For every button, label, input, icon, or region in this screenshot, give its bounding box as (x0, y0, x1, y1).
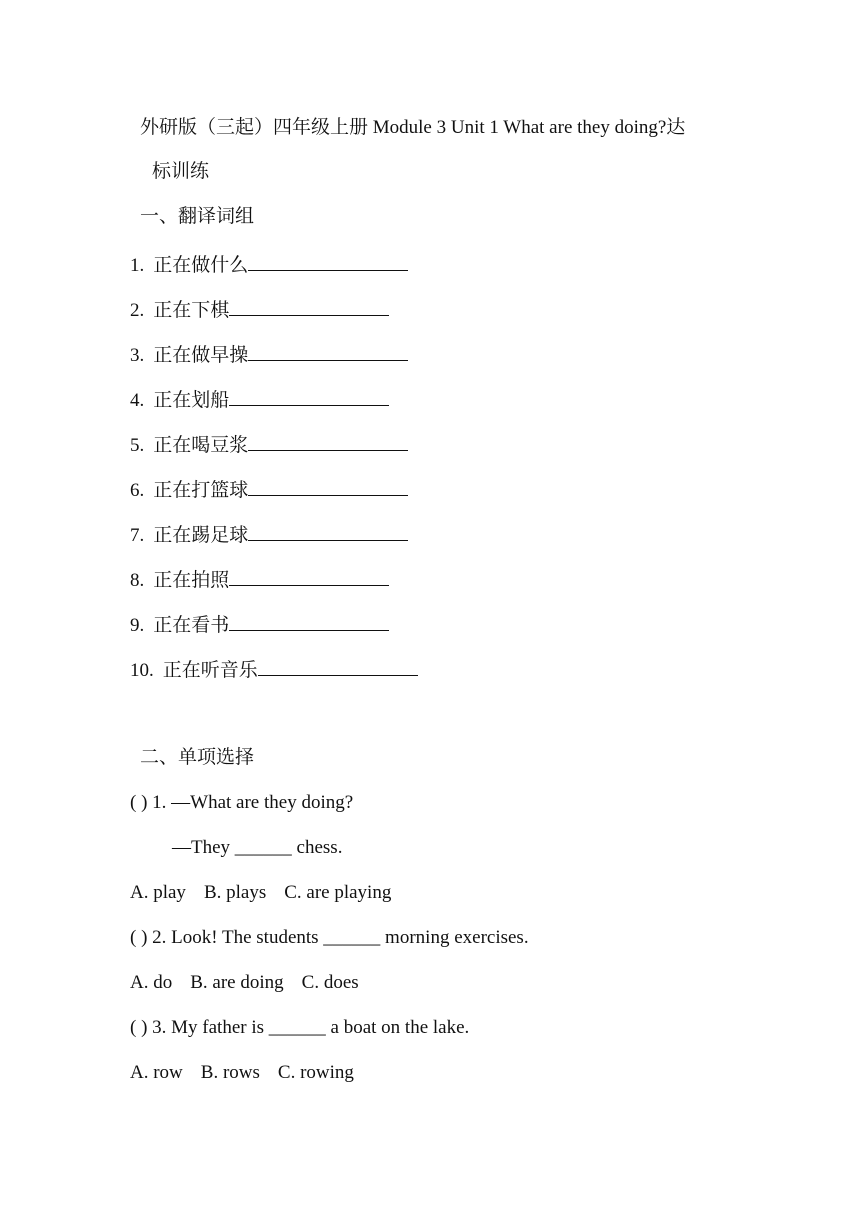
item-number: 5. (130, 435, 145, 456)
translation-item (130, 520, 408, 548)
question-3-options (130, 1061, 354, 1085)
option-b[interactable]: B. plays (203, 882, 267, 903)
translation-item (130, 430, 408, 458)
item-text: 正在看书 (153, 615, 230, 636)
answer-blank[interactable] (258, 655, 418, 676)
translation-item (130, 610, 389, 638)
item-text: 正在下棋 (153, 300, 230, 321)
answer-blank[interactable] (248, 475, 408, 496)
translation-item (130, 475, 408, 503)
worksheet-title-line2: 标训练 (152, 161, 210, 182)
answer-blank[interactable] (229, 385, 389, 406)
item-number: 2. (130, 300, 145, 321)
answer-blank[interactable] (229, 610, 389, 631)
item-number: 9. (130, 615, 145, 636)
translation-item (130, 250, 408, 278)
section1-heading: 一、翻译词组 (140, 206, 255, 227)
item-text: 正在划船 (153, 390, 230, 411)
item-number: 8. (130, 570, 145, 591)
question-2-stem: ( ) 2. Look! The students ______ morning exercises. (130, 927, 529, 948)
item-number: 1. (130, 255, 145, 276)
answer-blank[interactable] (248, 340, 408, 361)
option-b[interactable]: B. rows (200, 1062, 260, 1083)
answer-blank[interactable] (248, 250, 408, 271)
translation-item (130, 340, 408, 368)
answer-blank[interactable] (248, 520, 408, 541)
translation-item (130, 295, 389, 323)
question-3-stem: ( ) 3. My father is ______ a boat on the lake. (130, 1017, 470, 1038)
answer-blank[interactable] (248, 430, 408, 451)
item-number: 3. (130, 345, 145, 366)
worksheet-title-line1: 外研版（三起）四年级上册 Module 3 Unit 1 What are they doing?达 (140, 117, 686, 138)
question-1-line2: —They ______ chess. (172, 837, 343, 858)
answer-blank[interactable] (229, 295, 389, 316)
option-a[interactable]: A. play (130, 882, 186, 903)
item-number: 7. (130, 525, 145, 546)
answer-blank[interactable] (229, 565, 389, 586)
option-c[interactable]: C. does (301, 972, 359, 993)
section2-heading: 二、单项选择 (140, 747, 255, 768)
item-number: 4. (130, 390, 145, 411)
option-a[interactable]: A. do (130, 972, 173, 993)
question-2-options (130, 971, 359, 995)
item-text: 正在踢足球 (153, 525, 249, 546)
option-a[interactable]: A. row (130, 1062, 183, 1083)
item-text: 正在打篮球 (153, 480, 249, 501)
question-1-options (130, 881, 391, 905)
translation-item (130, 655, 418, 683)
item-number: 6. (130, 480, 145, 501)
item-text: 正在喝豆浆 (153, 435, 249, 456)
item-number: 10. (130, 660, 154, 681)
option-c[interactable]: C. rowing (277, 1062, 354, 1083)
question-1-stem: ( ) 1. —What are they doing? (130, 792, 354, 813)
option-c[interactable]: C. are playing (284, 882, 392, 903)
item-text: 正在听音乐 (162, 660, 258, 681)
item-text: 正在做什么 (153, 255, 249, 276)
item-text: 正在拍照 (153, 570, 230, 591)
translation-item (130, 565, 389, 593)
translation-item (130, 385, 389, 413)
option-b[interactable]: B. are doing (190, 972, 284, 993)
item-text: 正在做早操 (153, 345, 249, 366)
